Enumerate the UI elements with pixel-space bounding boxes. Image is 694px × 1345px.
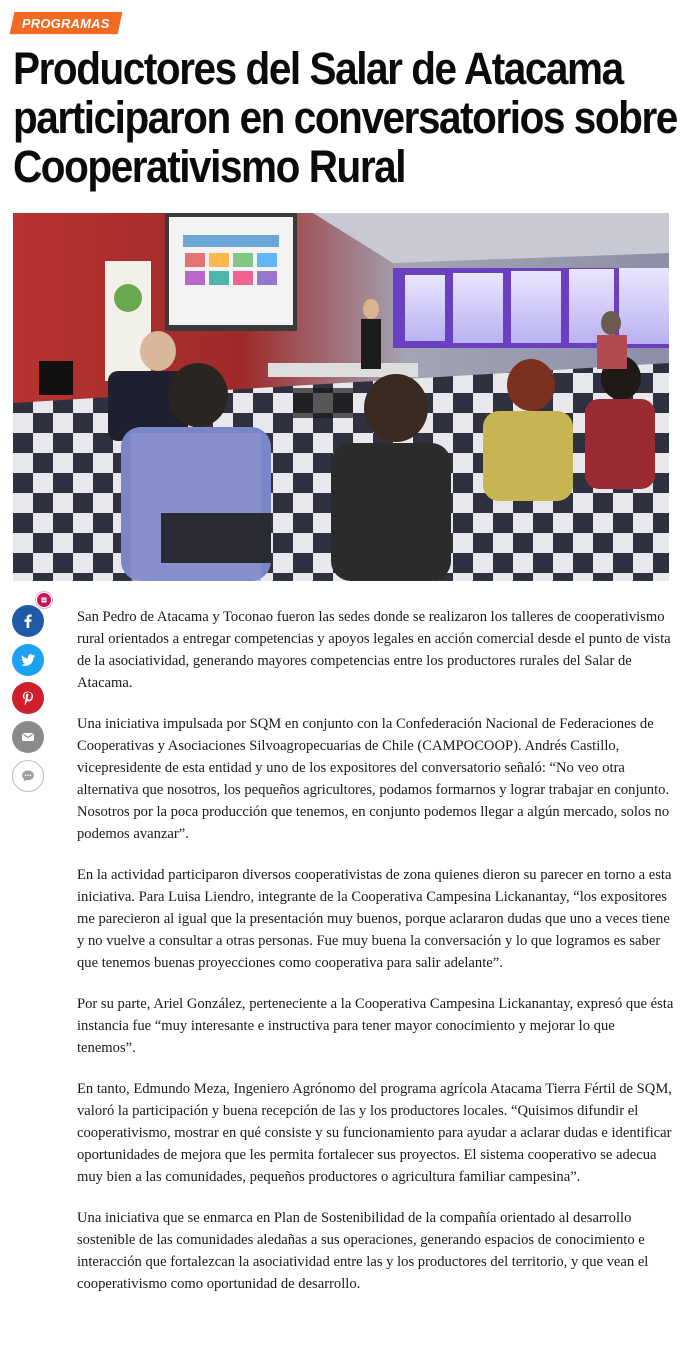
paragraph: En tanto, Edmundo Meza, Ingeniero Agrónomo del programa agrícola Atacama Tierra Fértil de SQM, valoró la participación y buena recepción de las y los productores locales. “Quisimos difundir el cooperativismo, mostrar en qué consiste y su funcionamiento para ayudar a aclarar dudas e identificar oportunidades de mejora que les permita fortalecer sus proyectos. El sistema cooperativo se adecua muy bien a las comunidades, pequeños productores o agricultura familiar campesina”. [77, 1081, 672, 1185]
pinterest-share-button[interactable] [12, 682, 44, 714]
comment-button[interactable] [12, 760, 44, 792]
pinterest-icon [20, 690, 36, 706]
comment-icon [20, 768, 36, 784]
category-badge[interactable] [10, 12, 122, 34]
twitter-icon [20, 652, 36, 668]
hero-image [13, 213, 669, 581]
paragraph: En la actividad participaron diversos cooperativistas de zona quienes dieron su parecer en torno a esta iniciativa. Para Luisa Liendro, integrante de la Cooperativa Campesina Lickanantay, “los expositores me parecieron al igual que la presentación muy buenos, porque aclararon dudas que uno a veces tiene y no vuelve a consultar a otras personas. Fue muy buena la conversación y lo que logramos es saber que tenemos buenas proyecciones como cooperativa para salir adelante”. [77, 867, 672, 971]
twitter-share-button[interactable] [12, 644, 44, 676]
facebook-share-button[interactable] [12, 605, 44, 637]
category-label[interactable]: PROGRAMAS [22, 15, 110, 31]
article-body [77, 606, 677, 1314]
article-headline: Productores del Salar de Atacama participaron en conversatorios sobre Cooperativismo Rural [13, 43, 677, 192]
photo-icon [13, 213, 669, 581]
paragraph: San Pedro de Atacama y Toconao fueron las sedes donde se realizaron los talleres de cooperativismo rural orientados a entregar competencias y apoyos legales en acción comercial desde el punto de vista de la asociatividad, generando mayores competencias entre los productores rurales del Salar de Atacama. [77, 609, 671, 691]
email-icon [20, 729, 36, 745]
bookmark-icon[interactable] [36, 592, 52, 608]
email-share-button[interactable] [12, 721, 44, 753]
paragraph: Una iniciativa impulsada por SQM en conjunto con la Confederación Nacional de Federaciones de Cooperativas y Asociaciones Silvoagropecuarias de Chile (CAMPOCOOP). Andrés Castillo, vicepresidente de esta entidad y uno de los expositores del conversatorio señaló: “No veo otra alternativa que nosotros, los pequeños agricultores, podamos formarnos y lograr trabajar en conjunto. Nosotros por la poca producción que tenemos, en conjunto podemos llegar a algún mercado, solos no podemos avanzar”. [77, 716, 670, 842]
facebook-icon [20, 613, 36, 629]
paragraph: Una iniciativa que se enmarca en Plan de Sostenibilidad de la compañía orientado al desarrollo sostenible de las comunidades aledañas a sus operaciones, generando espacios de conocimiento e interacción que fortalezcan la asociatividad entre las y los productores del territorio, y que vean el cooperativismo como oportunidad de desarrollo. [77, 1210, 649, 1292]
paragraph: Por su parte, Ariel González, perteneciente a la Cooperativa Campesina Lickanantay, expresó que ésta instancia fue “muy interesante e instructiva para tener mayor conocimiento y mejorar lo que tenemos”. [77, 996, 674, 1056]
